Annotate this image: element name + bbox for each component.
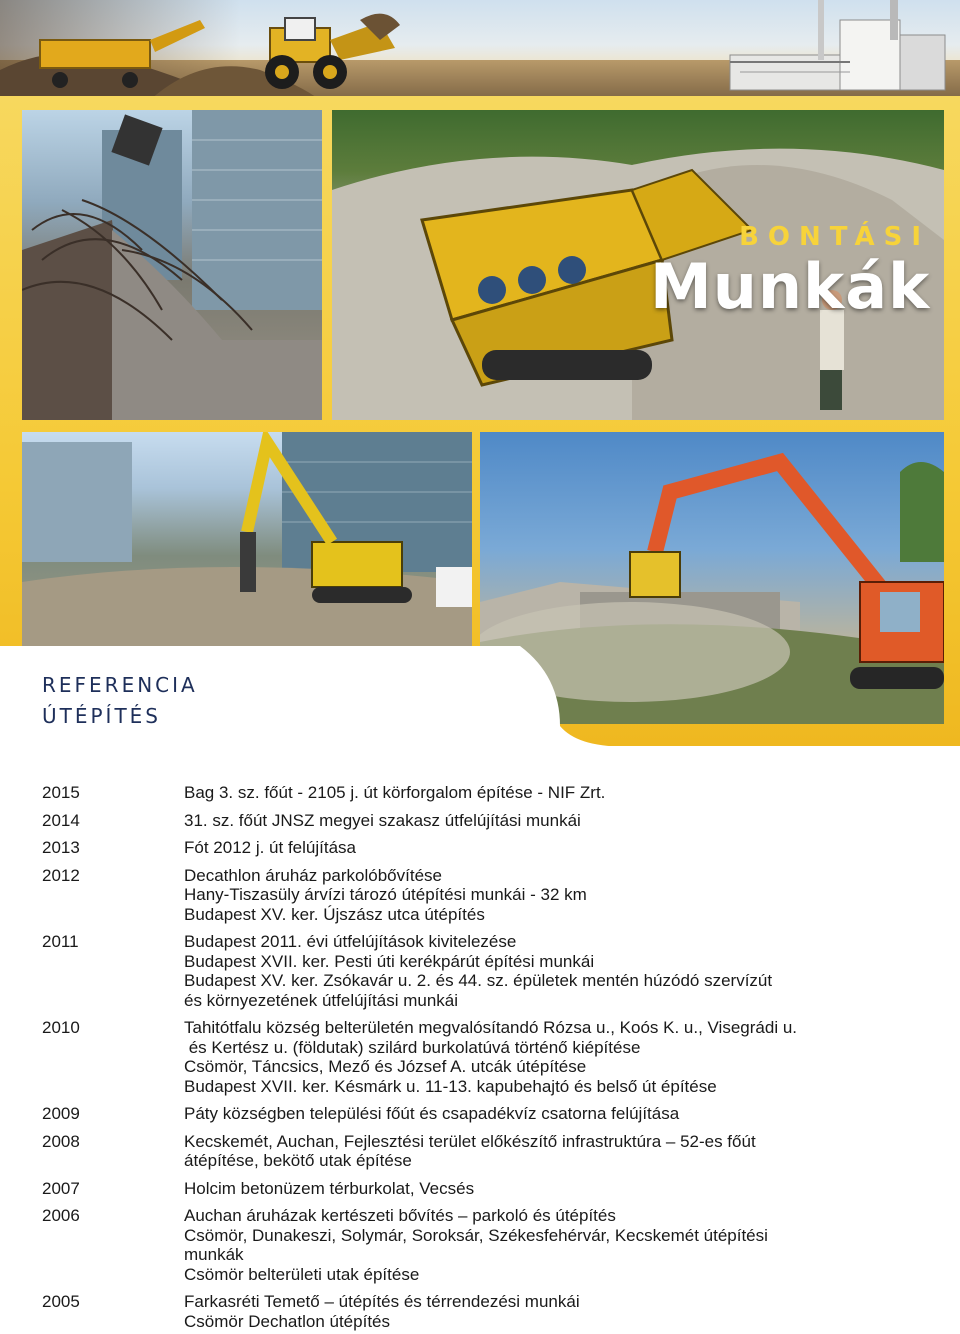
reference-line: Bag 3. sz. főút - 2105 j. út körforgalom építése - NIF Zrt. [184, 783, 606, 802]
reference-year: 2012 [42, 865, 80, 885]
reference-line: Budapest XVII. ker. Késmárk u. 11-13. kapubehajtó és belső út építése [184, 1076, 717, 1096]
reference-row [42, 1018, 942, 1096]
reference-year: 2013 [42, 838, 80, 857]
reference-line: Tahitótfalu község belterületén megvalósítandó Rózsa u., Koós K. u., Visegrádi u. [184, 1018, 797, 1037]
photo-excavator-breaker [22, 432, 472, 657]
reference-line: Csömör belterületi utak építése [184, 1264, 420, 1284]
reference-line: Fót 2012 j. út felújítása [184, 838, 356, 857]
reference-row [42, 783, 942, 803]
reference-year: 2005 [42, 1292, 80, 1311]
reference-year: 2010 [42, 1018, 80, 1037]
photo-demolition-rebar [22, 110, 322, 420]
reference-line: és Kertész u. (földutak) szilárd burkolatúvá történő kiépítése [184, 1037, 641, 1057]
reference-line: Farkasréti Temető – útépítés és térrendezési munkái [184, 1292, 580, 1311]
reference-year: 2008 [42, 1131, 80, 1151]
reference-line: Budapest XV. ker. Újszász utca útépítés [184, 904, 485, 924]
reference-line: 31. sz. főút JNSZ megyei szakasz útfelújítási munkái [184, 810, 581, 830]
reference-items [184, 838, 942, 858]
reference-line: és környezetének útfelújítási munkái [184, 990, 459, 1010]
reference-line: Páty községben települési főút és csapadékvíz csatorna felújítása [184, 1104, 680, 1123]
reference-year: 2015 [42, 783, 80, 802]
reference-line: Decathlon áruház parkolóbővítése [184, 865, 442, 885]
reference-row [42, 1292, 942, 1331]
reference-row [42, 1132, 942, 1171]
reference-items [184, 866, 942, 925]
reference-row [42, 1179, 942, 1199]
reference-line: Budapest XVII. ker. Pesti úti kerékpárút építési munkái [184, 951, 595, 971]
title-munkak: Munkák [650, 250, 931, 323]
reference-line: munkák [184, 1245, 244, 1264]
reference-items [184, 1206, 942, 1284]
title-bontasi: BONTÁSI [739, 222, 930, 252]
reference-line: Auchan áruházak kertészeti bővítés – parkoló és útépítés [184, 1206, 616, 1225]
reference-row [42, 932, 942, 1010]
reference-items [184, 932, 942, 1010]
reference-items [184, 783, 942, 803]
reference-line: Csömör, Táncsics, Mező és József A. utcák útépítése [184, 1057, 587, 1076]
reference-line: átépítése, bekötő utak építése [184, 1151, 412, 1170]
reference-items [184, 1018, 942, 1096]
reference-row [42, 866, 942, 925]
reference-items [184, 1104, 942, 1124]
page-title [650, 222, 930, 323]
reference-line: Holcim betonüzem térburkolat, Vecsés [184, 1178, 475, 1198]
section-heading-line1: REFERENCIA [42, 673, 198, 697]
reference-line: Budapest XV. ker. Zsókavár u. 2. és 44. sz. épületek mentén húzódó szervízút [184, 971, 773, 990]
reference-items [184, 1292, 942, 1331]
reference-year: 2011 [42, 932, 79, 951]
reference-line: Budapest 2011. évi útfelújítások kivitelezése [184, 932, 517, 951]
reference-items [184, 811, 942, 831]
reference-year: 2014 [42, 810, 80, 830]
reference-line: Kecskemét, Auchan, Fejlesztési terület előkészítő infrastruktúra – 52-es főút [184, 1131, 756, 1151]
reference-items [184, 1179, 942, 1199]
reference-line: Csömör Dechatlon útépítés [184, 1311, 390, 1331]
reference-row [42, 838, 942, 858]
reference-line: Hany-Tiszasüly árvízi tározó útépítési munkái - 32 km [184, 885, 587, 904]
reference-line: Csömör, Dunakeszi, Solymár, Soroksár, Székesfehérvár, Kecskemét útépítési [184, 1225, 768, 1245]
reference-row [42, 1104, 942, 1124]
section-heading [42, 670, 198, 732]
reference-items [184, 1132, 942, 1171]
reference-row [42, 811, 942, 831]
reference-year: 2009 [42, 1104, 80, 1123]
reference-year: 2006 [42, 1206, 80, 1225]
section-heading-line2: ÚTÉPÍTÉS [42, 704, 161, 728]
reference-row [42, 1206, 942, 1284]
header-photo-strip [0, 0, 960, 100]
reference-year: 2007 [42, 1178, 80, 1198]
reference-list [42, 783, 942, 1334]
machinery-illustration [0, 0, 960, 100]
